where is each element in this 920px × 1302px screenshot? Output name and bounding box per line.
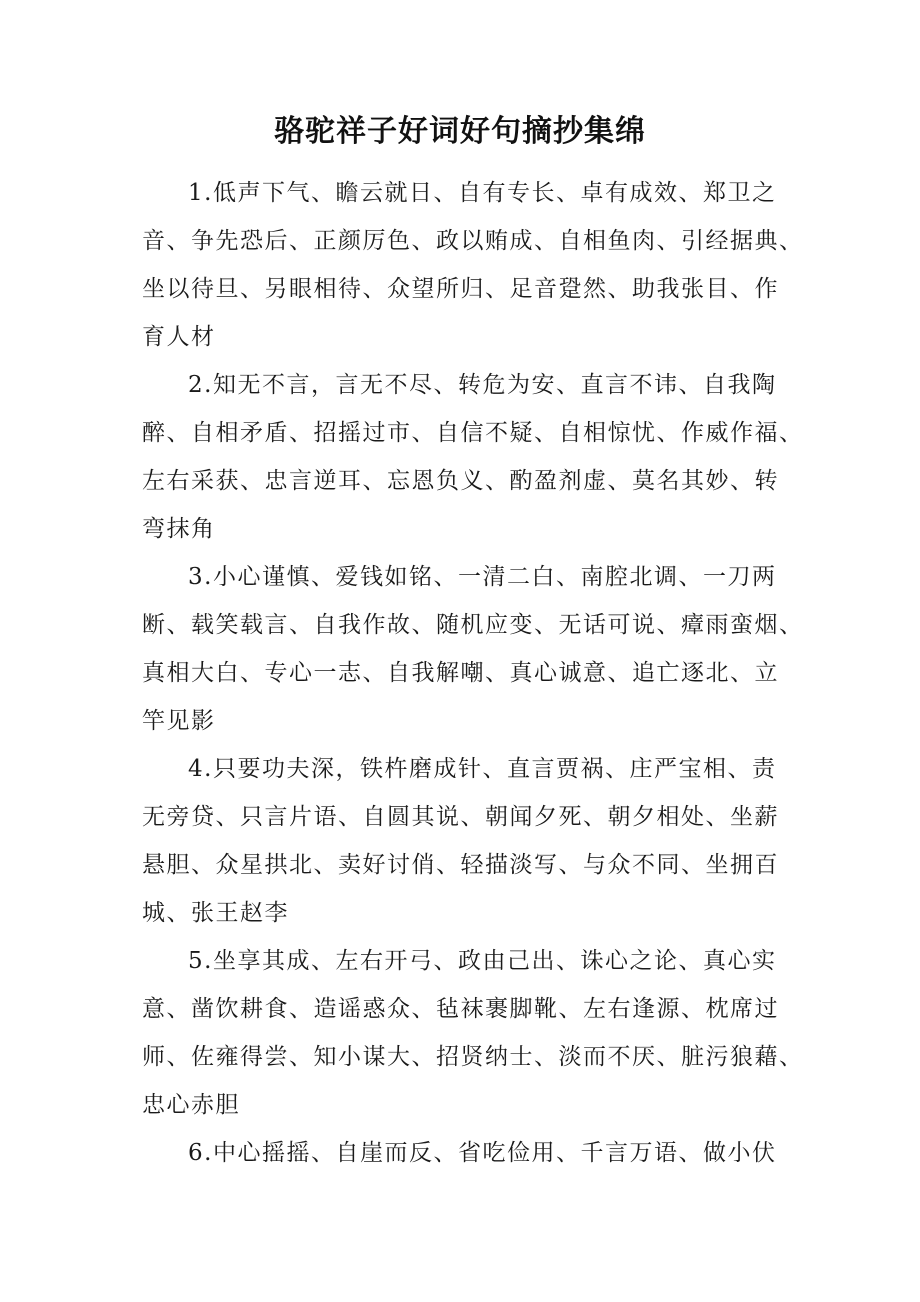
paragraph-5-line-2: 意、凿饮耕食、造谣惑众、毡袜裹脚靴、左右逢源、枕席过 [142, 996, 779, 1022]
paragraph-2-line-3: 左右采获、忠言逆耳、忘恩负义、酌盈剂虚、莫名其妙、转 [142, 468, 779, 494]
page-title: 骆驼祥子好词好句摘抄集绵 [274, 114, 646, 149]
paragraph-5-line-1: 5.坐享其成、左右开弓、政由己出、诛心之论、真心实 [188, 948, 777, 974]
paragraph-4-line-1: 4.只要功夫深，铁杵磨成针、直言贾祸、庄严宝相、责 [188, 756, 777, 782]
paragraph-4-line-2: 无旁贷、只言片语、自圆其说、朝闻夕死、朝夕相处、坐薪 [142, 804, 779, 830]
paragraph-6-line-1: 6.中心摇摇、自崖而反、省吃俭用、千言万语、做小伏 [188, 1140, 777, 1166]
paragraph-3-line-4: 竿见影 [142, 708, 216, 734]
paragraph-1-line-1: 1.低声下气、瞻云就日、自有专长、卓有成效、郑卫之 [188, 180, 777, 206]
paragraph-5-line-3: 师、佐雍得尝、知小谋大、招贤纳士、淡而不厌、脏污狼藉、 [142, 1044, 804, 1070]
paragraph-1-line-4: 育人材 [142, 324, 216, 350]
paragraph-5-line-4: 忠心赤胆 [142, 1092, 240, 1118]
paragraph-2-line-4: 弯抹角 [142, 516, 216, 542]
paragraph-2-line-2: 醉、自相矛盾、招摇过市、自信不疑、自相惊忧、作威作福、 [142, 420, 804, 446]
paragraph-1-line-2: 音、争先恐后、正颜厉色、政以贿成、自相鱼肉、引经据典、 [142, 228, 804, 254]
paragraph-4-line-4: 城、张王赵李 [142, 900, 289, 926]
paragraph-3-line-1: 3.小心谨慎、爱钱如铭、一清二白、南腔北调、一刀两 [188, 564, 777, 590]
paragraph-4-line-3: 悬胆、众星拱北、卖好讨俏、轻描淡写、与众不同、坐拥百 [142, 852, 779, 878]
paragraph-1-line-3: 坐以待旦、另眼相待、众望所归、足音跫然、助我张目、作 [142, 276, 779, 302]
paragraph-3-line-3: 真相大白、专心一志、自我解嘲、真心诚意、追亡逐北、立 [142, 660, 779, 686]
paragraph-2-line-1: 2.知无不言，言无不尽、转危为安、直言不讳、自我陶 [188, 372, 777, 398]
paragraph-3-line-2: 断、载笑载言、自我作故、随机应变、无话可说、瘴雨蛮烟、 [142, 612, 804, 638]
